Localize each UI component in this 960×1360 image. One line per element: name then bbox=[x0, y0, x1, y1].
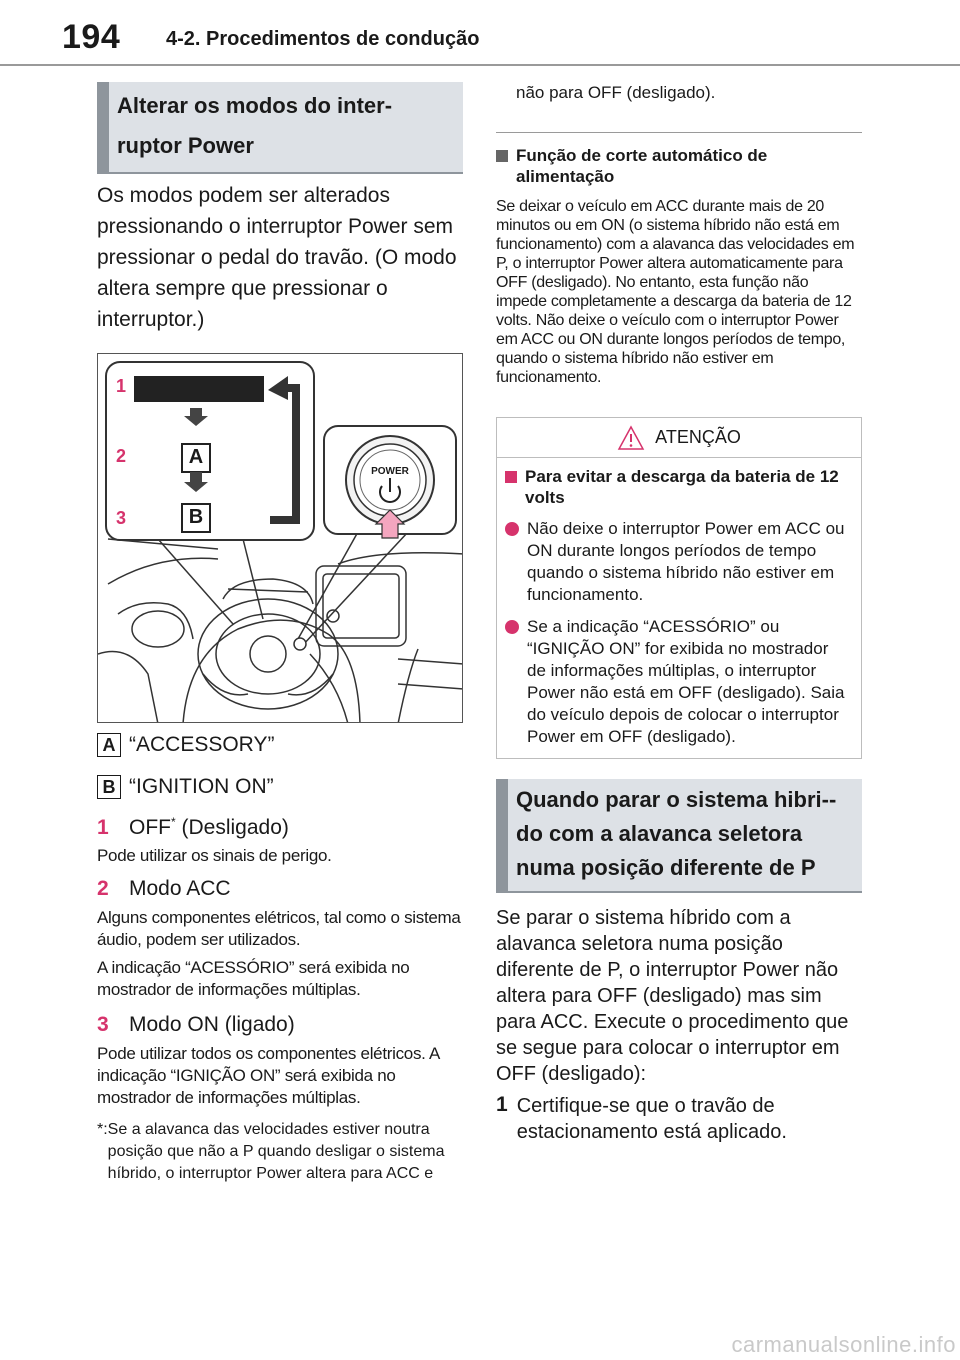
step-1 bbox=[97, 815, 463, 840]
warning-item-2 bbox=[505, 616, 849, 748]
square-bullet-icon bbox=[505, 471, 517, 483]
round-bullet-icon bbox=[505, 522, 519, 536]
step-1-number: 1 bbox=[97, 816, 109, 839]
step-3-description: Pode utilizar todos os componentes elétricos. A indicação “IGNIÇÃO ON” será exibida no mostrador de informações múltiplas. bbox=[97, 1044, 440, 1107]
page-number: 194 bbox=[62, 18, 121, 56]
auto-power-off-heading-text: Função de corte automático de alimentação bbox=[516, 146, 768, 186]
warning-item-1-text: Não deixe o interruptor Power em ACC ou ON durante longos períodos de tempo quando o sistema híbrido não estiver em funcionamento. bbox=[527, 519, 845, 604]
legend-text-a: “ACCESSORY” bbox=[129, 733, 275, 756]
warning-subheading bbox=[505, 466, 849, 508]
final-step-number: 1 bbox=[496, 1093, 508, 1116]
step-2 bbox=[97, 877, 463, 901]
warning-subheading-text: Para evitar a descarga da bateria de 12 volts bbox=[525, 467, 839, 507]
legend-key-b: B bbox=[97, 775, 121, 799]
watermark: carmanualsonline.info bbox=[731, 1332, 956, 1357]
figure-row-number-2: 2 bbox=[116, 446, 127, 466]
round-bullet-icon bbox=[505, 620, 519, 634]
stop-not-in-p-body: Se parar o sistema híbrido com a alavanca seletora numa posição diferente de P, o interruptor Power não altera para OFF (desligado) mas sim para ACC. Execute o procedimento que se segue para colocar o interruptor em OFF (desligado): bbox=[496, 907, 849, 1085]
step-3-label: Modo ON (ligado) bbox=[129, 1013, 295, 1036]
figure-key-a: A bbox=[188, 446, 204, 468]
auto-power-off-heading bbox=[496, 145, 862, 187]
step-1-label: OFF* (Desligado) bbox=[129, 815, 289, 839]
step-3 bbox=[97, 1013, 463, 1037]
figure-row-number-1: 1 bbox=[116, 376, 127, 396]
step-1-description: Pode utilizar os sinais de perigo. bbox=[97, 846, 332, 865]
warning-item-2-text: Se a indicação “ACESSÓRIO” ou “IGNIÇÃO ON” for exibida no mostrador de informações múltiplas, o interruptor Power não está em OFF (desligado). Saia do veículo depois de colocar o interruptor Power em OFF (desligado). bbox=[527, 617, 845, 746]
warning-item-1 bbox=[505, 518, 849, 606]
left-column bbox=[97, 82, 463, 1185]
warning-box bbox=[496, 417, 862, 759]
intro-paragraph: Os modos podem ser alterados pressionando o interruptor Power sem pressionar o pedal do travão. (O modo altera sempre que pressionar o interruptor.) bbox=[97, 184, 457, 331]
power-modes-heading-text: Alterar os modos do inter-ruptor Power bbox=[117, 93, 393, 158]
legend-row-b bbox=[97, 775, 463, 799]
warning-triangle-icon bbox=[617, 425, 645, 451]
power-button-label: POWER bbox=[371, 466, 409, 477]
power-switch-figure bbox=[97, 353, 463, 723]
step-2-number: 2 bbox=[97, 877, 109, 900]
square-bullet-icon bbox=[496, 150, 508, 162]
footnote-text: Se a alavanca das velocidades estiver noutra posição que não a P quando desligar o sistema híbrido, o interruptor Power altera para ACC e bbox=[107, 1121, 445, 1182]
right-column bbox=[496, 82, 862, 1145]
footnote bbox=[97, 1119, 463, 1185]
footnote-mark: *: bbox=[97, 1121, 108, 1138]
step-3-number: 3 bbox=[97, 1013, 109, 1036]
warning-header bbox=[497, 418, 861, 458]
dashboard-illustration bbox=[98, 354, 463, 723]
warning-title: ATENÇÃO bbox=[655, 427, 741, 447]
final-step-1 bbox=[496, 1093, 862, 1145]
legend-key-a: A bbox=[97, 733, 121, 757]
step-2-description: Alguns componentes elétricos, tal como o sistema áudio, podem ser utilizados. bbox=[97, 908, 461, 949]
step-2-label: Modo ACC bbox=[129, 877, 231, 900]
heading-rule bbox=[97, 172, 463, 174]
continued-text: não para OFF (desligado). bbox=[516, 83, 716, 102]
step-2-description-2: A indicação “ACESSÓRIO” será exibida no mostrador de informações múltiplas. bbox=[97, 958, 410, 999]
legend-text-b: “IGNITION ON” bbox=[129, 775, 274, 798]
legend-row-a bbox=[97, 733, 463, 757]
header-rule bbox=[0, 64, 960, 66]
power-modes-heading bbox=[97, 82, 463, 172]
section-title: 4-2. Procedimentos de condução bbox=[166, 28, 480, 50]
page-header bbox=[0, 0, 960, 70]
heading-rule bbox=[496, 891, 862, 893]
final-step-text: Certifique-se que o travão de estacionamento está aplicado. bbox=[516, 1095, 787, 1143]
stop-not-in-p-heading-text: Quando parar o sistema hibri--do com a alavanca seletora numa posição diferente de P bbox=[516, 787, 837, 880]
figure-key-b: B bbox=[188, 506, 204, 528]
auto-power-off-body: Se deixar o veículo em ACC durante mais de 20 minutos ou em ON (o sistema híbrido não está em funcionamento) com a alavanca das velocidades em P, o interruptor Power altera automaticamente para OFF (desligado). No entanto, esta função não impede completamente a descarga da bateria de 12 volts. Não deixe o veículo com o interruptor Power em ACC ou ON durante longos períodos de tempo, quando o sistema híbrido não estiver em funcionamento. bbox=[496, 198, 855, 386]
stop-not-in-p-heading bbox=[496, 779, 862, 891]
subsection-rule bbox=[496, 132, 862, 133]
section-stop-not-in-p bbox=[496, 779, 862, 1145]
figure-row-number-3: 3 bbox=[116, 508, 127, 528]
